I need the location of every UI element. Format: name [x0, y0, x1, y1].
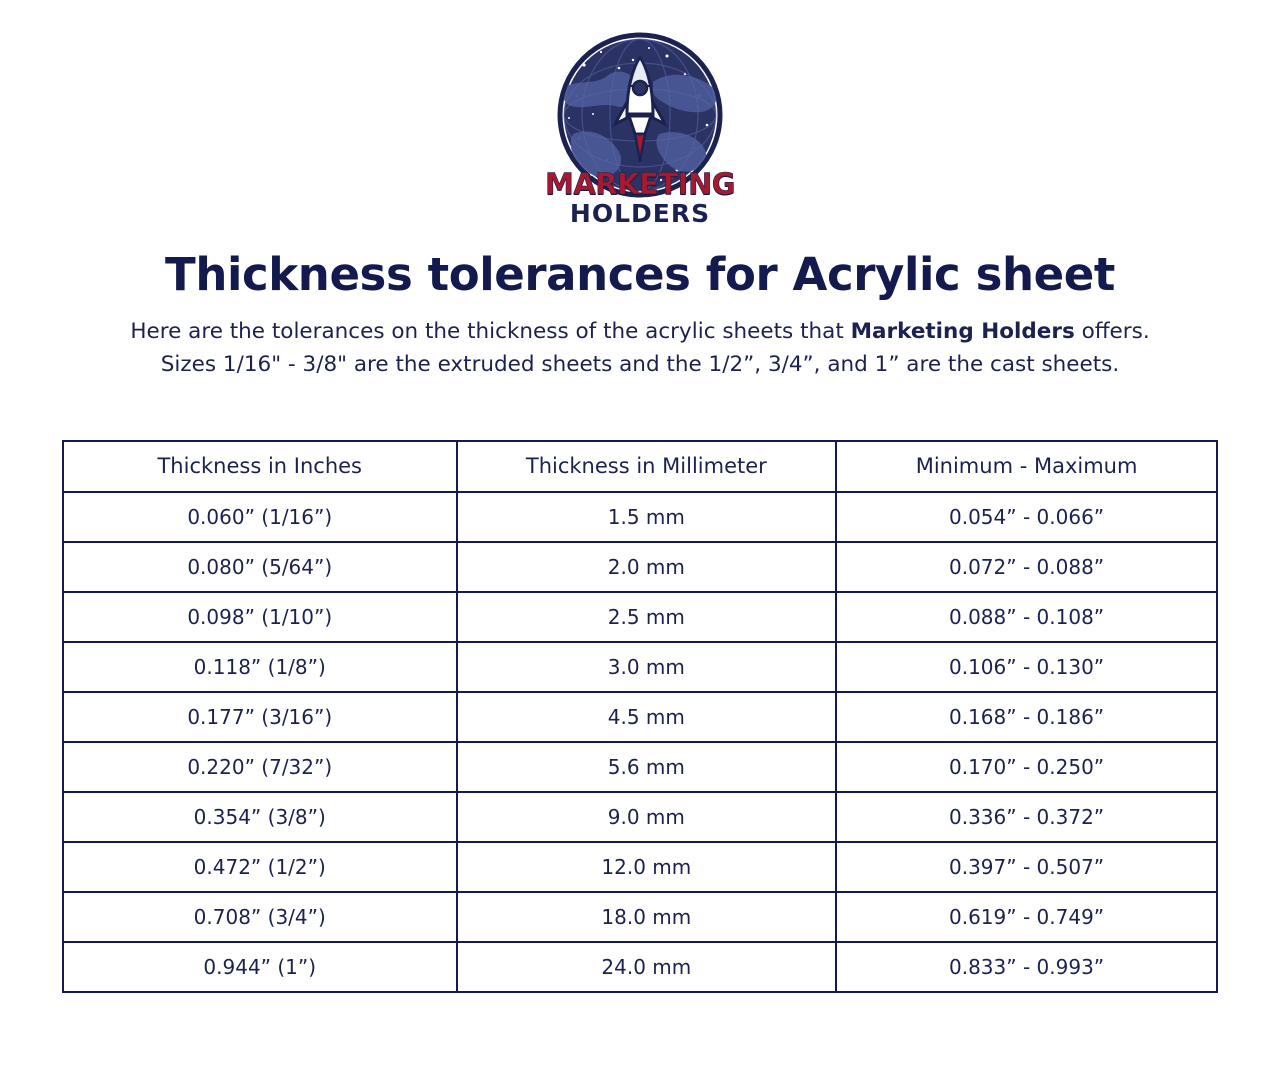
page-title: Thickness tolerances for Acrylic sheet: [165, 248, 1115, 301]
subtitle-line2: Sizes 1/16" - 3/8" are the extruded sheets and the 1/2”, 3/4”, and 1” are the cast sheets.: [160, 352, 1120, 378]
brand-name-primary: MARKETING: [544, 167, 736, 201]
cell-inches: 0.354” (3/8”): [63, 792, 457, 842]
cell-millimeter: 24.0 mm: [457, 942, 837, 992]
table-row: [63, 592, 1217, 642]
column-header-inches: Thickness in Inches: [63, 441, 457, 492]
table-row: [63, 842, 1217, 892]
tolerance-table-container: [62, 440, 1218, 993]
table-row: [63, 792, 1217, 842]
table-row: [63, 942, 1217, 992]
cell-inches: 0.098” (1/10”): [63, 592, 457, 642]
cell-inches: 0.118” (1/8”): [63, 642, 457, 692]
cell-millimeter: 1.5 mm: [457, 492, 837, 542]
cell-min-max: 0.088” - 0.108”: [836, 592, 1217, 642]
cell-min-max: 0.072” - 0.088”: [836, 542, 1217, 592]
cell-min-max: 0.168” - 0.186”: [836, 692, 1217, 742]
table-row: [63, 742, 1217, 792]
subtitle-text-post: offers.: [1074, 319, 1150, 344]
table-row: [63, 892, 1217, 942]
cell-min-max: 0.336” - 0.372”: [836, 792, 1217, 842]
cell-inches: 0.060” (1/16”): [63, 492, 457, 542]
cell-min-max: 0.619” - 0.749”: [836, 892, 1217, 942]
cell-millimeter: 5.6 mm: [457, 742, 837, 792]
subtitle-text-pre: Here are the tolerances on the thickness of the acrylic sheets that: [130, 319, 851, 344]
cell-min-max: 0.397” - 0.507”: [836, 842, 1217, 892]
cell-millimeter: 12.0 mm: [457, 842, 837, 892]
subtitle-brand-emphasis: Marketing Holders: [850, 319, 1075, 344]
table-row: [63, 542, 1217, 592]
column-header-min-max: Minimum - Maximum: [836, 441, 1217, 492]
cell-inches: 0.708” (3/4”): [63, 892, 457, 942]
table-row: [63, 492, 1217, 542]
cell-inches: 0.177” (3/16”): [63, 692, 457, 742]
cell-min-max: 0.833” - 0.993”: [836, 942, 1217, 992]
cell-inches: 0.220” (7/32”): [63, 742, 457, 792]
brand-logo: [0, 0, 1280, 226]
subtitle-line1: [130, 319, 1149, 344]
cell-inches: 0.944” (1”): [63, 942, 457, 992]
cell-millimeter: 2.5 mm: [457, 592, 837, 642]
cell-millimeter: 9.0 mm: [457, 792, 837, 842]
column-header-millimeter: Thickness in Millimeter: [457, 441, 837, 492]
cell-millimeter: 4.5 mm: [457, 692, 837, 742]
cell-millimeter: 3.0 mm: [457, 642, 837, 692]
cell-min-max: 0.054” - 0.066”: [836, 492, 1217, 542]
cell-min-max: 0.106” - 0.130”: [836, 642, 1217, 692]
cell-min-max: 0.170” - 0.250”: [836, 742, 1217, 792]
cell-inches: 0.080” (5/64”): [63, 542, 457, 592]
cell-inches: 0.472” (1/2”): [63, 842, 457, 892]
tolerance-table: [62, 440, 1218, 993]
page-subtitle: [50, 315, 1230, 382]
cell-millimeter: 18.0 mm: [457, 892, 837, 942]
brand-name-secondary: HOLDERS: [569, 199, 711, 228]
table-header-row: [63, 441, 1217, 492]
table-body: [63, 492, 1217, 992]
cell-millimeter: 2.0 mm: [457, 542, 837, 592]
table-row: [63, 692, 1217, 742]
table-row: [63, 642, 1217, 692]
